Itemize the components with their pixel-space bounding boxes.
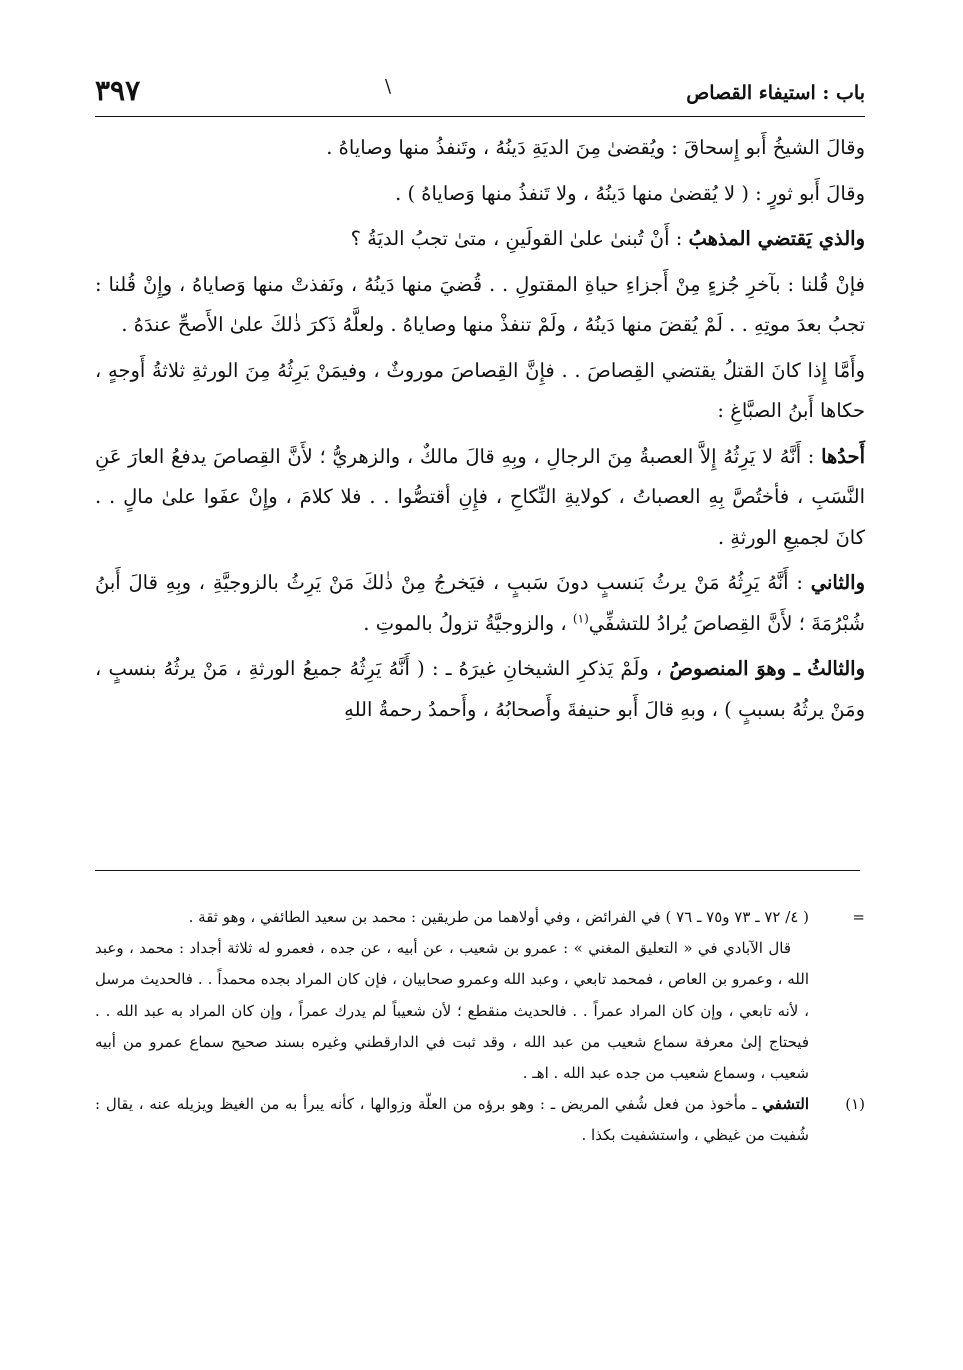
footnote-continued-text: ( ٤/ ٧٢ ـ ٧٣ و٧٥ ـ ٧٦ ) في الفرائض ، وفي أولاهما من طريقين : محمد بن سعيد الطائفي ، وهو ثقة . (188, 908, 809, 926)
footnote-continued-mark: = (852, 908, 865, 926)
paragraph-4: فإنْ قُلنا : بآخرِ جُزءٍ مِنْ أَجزاءِ حياةِ المقتولِ . . قُضيَ منها دَينُهُ ، ونَفذتْ منها وَصاياهُ ، وإِنْ قُلنا : تجبُ بعدَ موتِهِ . . لَمْ يُقضَ منها دَينُهُ ، ولَمْ تنفذْ منها وصاياهُ . ولعلَّهُ ذَكرَ ذٰلكَ علىٰ الأَصحِّ عندَهُ . (95, 272, 865, 336)
paragraph-1: وقالَ الشيخُ أَبو إِسحاقَ : ويُقضىٰ مِنَ الديَةِ دَينُهُ ، وتَنفذُ منها وصاياهُ . (326, 136, 865, 159)
footnote-continued (95, 902, 865, 1089)
footnote-1-mark: (١) (845, 1095, 865, 1114)
paragraph-7-text-b: ، والزوجيَّةُ تزولُ بالموتِ . (363, 611, 573, 635)
footnotes (95, 902, 865, 1152)
paragraph-3-lead: والذي يَقتضي المذهبُ (688, 227, 865, 250)
paragraph-7 (95, 563, 865, 644)
footnote-1 (95, 1089, 865, 1151)
main-text (95, 128, 865, 735)
paragraph-5: وأَمَّا إِذا كانَ القتلُ يقتضي القِصاصَ . . فإِنَّ القِصاصَ موروثٌ ، وفيمَنْ يَرِثُهُ مِنَ الورثةِ ثلاثةُ أَوجهٍ ، حكاها أَبنُ الصبَّاغِ : (95, 358, 865, 422)
footnote-1-term: التشفي (762, 1095, 809, 1114)
paragraph-8-text: ، ولَمْ يَذكرِ الشيخانِ غيرَهُ ـ : ( أَنَّهُ يَرِثُهُ جميعُ الورثةِ ، مَنْ يرثُهُ بنسبٍ ، ومَنْ يرثُهُ بسببٍ ) ، وبهِ قالَ أَبو حنيفةَ وأَصحابُهُ ، وأَحمدُ رحمةُ اللهِ (95, 657, 865, 721)
footnote-1-body (95, 1089, 809, 1151)
footnote-1-text: ـ مأخوذ من فعل شُفي المريض ـ : وهو برؤه من العلّة وزوالها ، كأنه يبرأ به من الغيظ ويزيله عنه ، يقال : شُفيت من غيظي ، واستشفيت بكذا . (95, 1095, 809, 1145)
footnote-divider (95, 870, 860, 871)
chapter-title: باب : استيفاء القصاص (686, 82, 865, 104)
paragraph-6-lead: أَحدُها (821, 444, 865, 468)
footnote-ref-1[interactable]: (١) (572, 611, 589, 625)
header-mark: \ (385, 76, 392, 97)
paragraph-7-text-a: : أَنَّهُ يَرِثُهُ مَنْ يرثُ بَنسبٍ دونَ سَببٍ ، فيَخرجُ مِنْ ذٰلكَ مَنْ يَرِثُ بالزوجيَّةِ ، وبِهِ قالَ أَبنُ شُبْرُمَةَ ؛ لأَنَّ القِصاصَ يُرادُ للتشفِّي (95, 571, 865, 635)
paragraph-3 (95, 219, 865, 260)
paragraph-6-text: : أَنَّهُ لا يَرِثُهُ إِلاَّ العصبةُ مِنَ الرجالِ ، وبِهِ قالَ مالكٌ ، والزهريُّ ؛ لأَنَّ القِصاصَ يدفعُ العارَ عَنِ النَّسَبِ ، فأختُصَّ بِهِ العصباتُ ، كولايةِ النِّكاحِ ، فإِنِ أقتصُّوا . . فلا كلامَ ، وإِنْ عفَوا علىٰ مالٍ . . كانَ لجميعِ الورثةِ . (95, 444, 865, 549)
page-number: ٣٩٧ (95, 74, 141, 107)
page-header (95, 74, 865, 114)
footnote-continued-text-2: قال الآبادي في « التعليق المغني » : عمرو بن شعيب ، عن أبيه ، عن جده ، فعمرو له ثلاثة أجداد : محمد ، وعبد الله ، وعمرو بن العاص ، فمحمد تابعي ، وعبد الله وعمرو صحابيان ، فإن كان المراد بجده محمداً . . فالحديث مرسل ، لأنه تابعي ، وإن كان المراد عمراً . . فالحديث منقطع ؛ لأن شعيباً لم يدرك عمراً ، وإن كان المراد به عبد الله . . فيحتاج إلىٰ معرفة سماع شعيب من عبد الله ، وقد ثبت في الدارقطني وغيره بسند صحيح سماع عمرو من أبيه شعيب ، وسماع شعيب من جده عبد الله . اهـ . (95, 939, 809, 1083)
paragraph-3-text: : أَنْ تُبنىٰ علىٰ القولَينِ ، متىٰ تجبُ الديَةُ ؟ (350, 227, 689, 250)
paragraph-8 (95, 649, 865, 730)
paragraph-8-lead: والثالثُ ـ وهوَ المنصوصُ (669, 657, 866, 680)
header-divider (95, 116, 865, 117)
paragraph-2: وقالَ أَبو ثورٍ : ( لا يُقضىٰ منها دَينُهُ ، ولا تَنفذُ منها وَصاياهُ ) . (395, 181, 865, 205)
paragraph-7-lead: والثاني (810, 571, 865, 594)
paragraph-6 (95, 437, 865, 559)
